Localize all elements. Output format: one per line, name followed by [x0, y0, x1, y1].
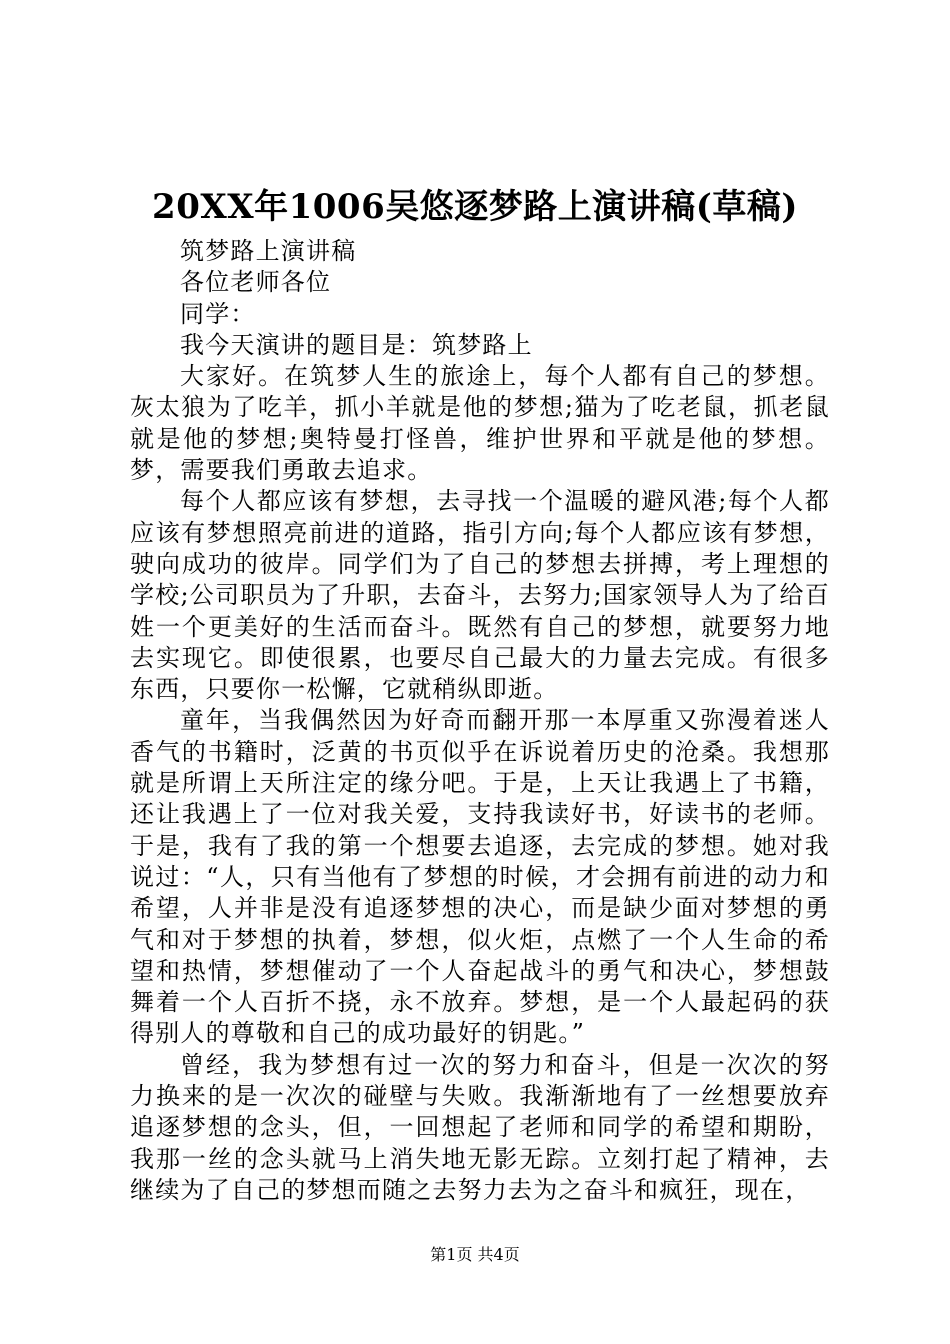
paragraph: 我今天演讲的题目是：筑梦路上 — [180, 330, 533, 359]
document-body — [130, 236, 830, 1206]
paragraph: 曾经，我为梦想有过一次的努力和奋斗，但是一次次的努力换来的是一次次的碰壁与失败。我渐渐地有了一丝想要放弃追逐梦想的念头，但，一回想起了老师和同学的希望和期盼，我那一丝的念头就马上消失地无影无踪。立刻打起了精神，去继续为了自己的梦想而随之去努力去为之奋斗和疯狂，现在， — [130, 1050, 830, 1204]
paragraph: 童年，当我偶然因为好奇而翻开那一本厚重又弥漫着迷人香气的书籍时，泛黄的书页似乎在诉说着历史的沧桑。我想那就是所谓上天所注定的缘分吧。于是，上天让我遇上了书籍，还让我遇上了一位对我关爱，支持我读好书，好读书的老师。于是，我有了我的第一个想要去追逐，去完成的梦想。她对我说过：“人，只有当他有了梦想的时候，才会拥有前进的动力和希望，人并非是没有追逐梦想的决心，而是缺少面对梦想的勇气和对于梦想的执着，梦想，似火炬，点燃了一个人生命的希望和热情，梦想催动了一个人奋起战斗的勇气和决心，梦想鼓舞着一个人百折不挠，永不放弃。梦想，是一个人最起码的获得别人的尊敬和自己的成功最好的钥匙。” — [130, 706, 830, 1048]
paragraph: 同学： — [180, 299, 256, 328]
paragraph: 筑梦路上演讲稿 — [180, 237, 357, 265]
document-title: 20XX年1006吴悠逐梦路上演讲稿(草稿) — [152, 187, 798, 227]
paragraph: 各位老师各位 — [180, 268, 332, 297]
page-footer: 第1页 共4页 — [430, 1245, 520, 1264]
paragraph: 每个人都应该有梦想，去寻找一个温暖的避风港;每个人都应该有梦想照亮前进的道路，指引方向;每个人都应该有梦想，驶向成功的彼岸。同学们为了自己的梦想去拼搏，考上理想的学校;公司职员为了升职，去奋斗，去努力;国家领导人为了给百姓一个更美好的生活而奋斗。既然有自己的梦想，就要努力地去实现它。即使很累，也要尽自己最大的力量去完成。有很多东西，只要你一松懈，它就稍纵即逝。 — [130, 487, 830, 704]
paragraph: 大家好。在筑梦人生的旅途上，每个人都有自己的梦想。灰太狼为了吃羊，抓小羊就是他的梦想;猫为了吃老鼠，抓老鼠就是他的梦想;奥特曼打怪兽，维护世界和平就是他的梦想。梦，需要我们勇敢去追求。 — [130, 362, 830, 485]
